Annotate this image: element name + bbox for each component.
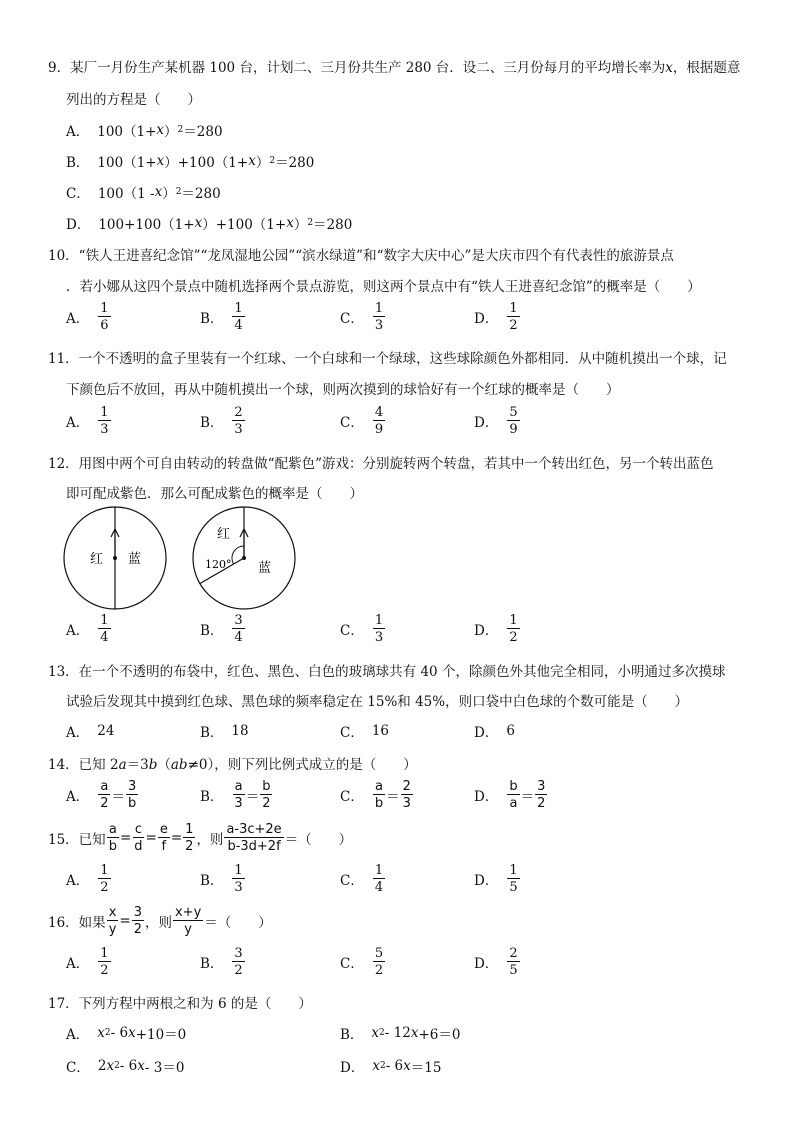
fraction: $\frac{3}{2}$ <box>234 946 243 978</box>
fraction: $\frac{5}{9}$ <box>509 405 518 437</box>
equals-sign: = <box>145 830 157 846</box>
spinner-1-center <box>113 556 117 560</box>
fraction: $\frac{2}{3}$ <box>402 779 411 811</box>
question-10-option-b[interactable]: B． $\frac{1}{4}$ <box>200 301 243 333</box>
question-16-option-a[interactable]: A． $\frac{1}{2}$ <box>66 946 109 978</box>
question-11-option-a[interactable]: A． $\frac{1}{3}$ <box>66 405 109 437</box>
question-14-stem: 14．已知 2a＝3b（ab≠0），则下列比例式成立的是（ ） <box>48 757 417 773</box>
fraction: $\frac{x}{y}$ <box>108 905 117 937</box>
question-13-option-c[interactable]: C． 16 <box>340 723 390 741</box>
question-12-option-c[interactable]: C． $\frac{1}{3}$ <box>340 613 384 645</box>
fraction: $\frac{1}{2}$ <box>185 822 194 854</box>
question-12-option-d[interactable]: D． $\frac{1}{2}$ <box>474 613 518 645</box>
question-16-stem: 16．如果 $\frac{x}{y}$ = $\frac{3}{2}$ ，则 $\frac{x+y}{y}$ ＝（ ） <box>48 905 272 937</box>
fraction: $\frac{1}{6}$ <box>100 301 109 333</box>
spinner-2-center <box>242 556 246 560</box>
question-17-option-c[interactable]: C． 2 x 2 - 6 x - 3＝0 <box>66 1058 185 1076</box>
fraction: $\frac{3}{2}$ <box>537 779 546 811</box>
equals-sign: = <box>170 830 183 846</box>
question-12-stem-line2: 即可配成紫色．那么可配成紫色的概率是（ ） <box>66 486 363 502</box>
question-13-option-a[interactable]: A． 24 <box>66 723 115 741</box>
fraction: $\frac{1}{4}$ <box>234 301 243 333</box>
question-15-option-a[interactable]: A． $\frac{1}{2}$ <box>66 863 109 895</box>
fraction: $\frac{e}{f}$ <box>159 822 168 854</box>
question-9-option-b[interactable]: B． 100（1+ x ）+100（1+ x ） 2 ＝280 <box>66 153 315 171</box>
fraction: $\frac{2}{5}$ <box>509 946 518 978</box>
fraction: $\frac{1}{4}$ <box>374 863 384 895</box>
fraction: $\frac{5}{2}$ <box>374 946 384 978</box>
question-14-option-c[interactable]: C． $\frac{a}{b}$ ＝ $\frac{2}{3}$ <box>340 779 411 811</box>
fraction: $\frac{1}{3}$ <box>100 405 109 437</box>
equals-sign: ＝ <box>386 789 400 805</box>
question-15-option-d[interactable]: D． $\frac{1}{5}$ <box>474 863 518 895</box>
fraction: $\frac{1}{2}$ <box>509 613 518 645</box>
question-17-option-a[interactable]: A． x 2 - 6 x +10＝0 <box>66 1025 187 1043</box>
question-11-option-d[interactable]: D． $\frac{5}{9}$ <box>474 405 518 437</box>
fraction: $\frac{b}{2}$ <box>262 779 271 811</box>
fraction: $\frac{a-3c+2e}{b-3d+2f}$ <box>226 822 282 854</box>
fraction: $\frac{2}{3}$ <box>234 405 243 437</box>
question-11-option-c[interactable]: C． $\frac{4}{9}$ <box>340 405 384 437</box>
question-17-option-d[interactable]: D． x 2 - 6 x ＝15 <box>340 1058 442 1076</box>
fraction: $\frac{3}{b}$ <box>128 779 137 811</box>
question-9-option-d[interactable]: D． 100+100（1+ x ）+100（1+ x ） 2 ＝280 <box>66 215 353 233</box>
question-11-option-b[interactable]: B． $\frac{2}{3}$ <box>200 405 243 437</box>
question-14-option-d[interactable]: D． $\frac{b}{a}$ ＝ $\frac{3}{2}$ <box>474 779 546 811</box>
fraction: $\frac{1}{3}$ <box>234 863 243 895</box>
question-13-stem-line2: 试验后发现其中摸到红色球、黑色球的频率稳定在 15%和 45%，则口袋中白色球的个数可能是（ ） <box>66 694 689 710</box>
fraction: $\frac{x+y}{y}$ <box>174 905 202 937</box>
fraction: $\frac{3}{2}$ <box>133 905 142 937</box>
fraction: $\frac{1}{3}$ <box>374 301 384 333</box>
fraction: $\frac{1}{4}$ <box>100 613 109 645</box>
equals-sign: ＝ <box>520 789 535 805</box>
question-12-stem-line1: 12．用图中两个可自由转动的转盘做“配紫色”游戏：分别旋转两个转盘，若其中一个转出红色，另一个转出蓝色 <box>48 456 714 472</box>
question-10-option-c[interactable]: C． $\frac{1}{3}$ <box>340 301 384 333</box>
fraction: $\frac{b}{a}$ <box>509 779 518 811</box>
question-9-option-c[interactable]: C． 100（1 - x ） 2 ＝280 <box>66 184 221 202</box>
question-17-stem: 17．下列方程中两根之和为 6 的是（ ） <box>48 996 312 1012</box>
question-17-option-b[interactable]: B． x 2 - 12 x +6＝0 <box>340 1025 461 1043</box>
spinner-1-label-blue: 蓝 <box>128 552 142 567</box>
question-9-option-a[interactable]: A． 100（1+ x ） 2 ＝280 <box>66 122 223 140</box>
fraction: $\frac{3}{4}$ <box>234 613 243 645</box>
question-13-stem-line1: 13．在一个不透明的布袋中，红色、黑色、白色的玻璃球共有 40 个，除颜色外其他完全相同，小明通过多次摸球 <box>48 664 726 680</box>
equals-sign: = <box>119 913 131 929</box>
fraction: $\frac{1}{2}$ <box>509 301 518 333</box>
fraction: $\frac{a}{3}$ <box>234 779 243 811</box>
question-16-option-c[interactable]: C． $\frac{5}{2}$ <box>340 946 384 978</box>
question-11-stem-line1: 11．一个不透明的盒子里装有一个红球、一个白球和一个绿球，这些球除颜色外都相同．从中随机摸出一个球，记 <box>48 351 727 367</box>
spinner-2-label-red: 红 <box>217 527 231 542</box>
question-15-option-c[interactable]: C． $\frac{1}{4}$ <box>340 863 384 895</box>
question-10-option-d[interactable]: D． $\frac{1}{2}$ <box>474 301 518 333</box>
spinner-2-label-blue: 蓝 <box>258 561 272 576</box>
fraction: $\frac{a}{b}$ <box>374 779 384 811</box>
fraction: $\frac{c}{d}$ <box>134 822 143 854</box>
equals-sign: = <box>119 830 132 846</box>
question-16-option-d[interactable]: D． $\frac{2}{5}$ <box>474 946 518 978</box>
spinner-1-label-red: 红 <box>90 552 104 567</box>
spinners-figure <box>60 505 310 611</box>
question-14-option-b[interactable]: B． $\frac{a}{3}$ ＝ $\frac{b}{2}$ <box>200 779 271 811</box>
question-12-option-a[interactable]: A． $\frac{1}{4}$ <box>66 613 109 645</box>
question-9-stem-line1: 9．某厂一月份生产某机器 100 台，计划二、三月份共生产 280 台．设二、三月份每月的平均增长率为x，根据题意 <box>48 60 741 76</box>
question-10-stem-line2: ．若小娜从这四个景点中随机选择两个景点游览，则这两个景点中有“铁人王进喜纪念馆”的概率是（ ） <box>66 279 701 295</box>
question-13-option-b[interactable]: B． 18 <box>200 723 249 741</box>
question-16-option-b[interactable]: B． $\frac{3}{2}$ <box>200 946 243 978</box>
question-9-stem-line2: 列出的方程是（ ） <box>66 92 201 108</box>
spinner-1 <box>64 507 166 609</box>
question-15-option-b[interactable]: B． $\frac{1}{3}$ <box>200 863 243 895</box>
fraction: $\frac{a}{2}$ <box>100 779 109 811</box>
fraction: $\frac{a}{b}$ <box>108 822 117 854</box>
question-15-stem: 15．已知 $\frac{a}{b}$ = $\frac{c}{d}$ = $\frac{e}{f}$ = $\frac{1}{2}$ ，则 $\frac{a-3c+2e}{b-3d+2f}$ ＝（ ） <box>48 822 353 854</box>
fraction: $\frac{4}{9}$ <box>374 405 384 437</box>
question-10-option-a[interactable]: A． $\frac{1}{6}$ <box>66 301 109 333</box>
equals-sign: ＝ <box>245 789 260 805</box>
spinner-2-angle-label: 120° <box>205 558 232 571</box>
fraction: $\frac{1}{2}$ <box>100 946 109 978</box>
equals-sign: ＝ <box>111 789 126 805</box>
fraction: $\frac{1}{5}$ <box>509 863 518 895</box>
spinner-2 <box>193 507 295 609</box>
question-14-option-a[interactable]: A． $\frac{a}{2}$ ＝ $\frac{3}{b}$ <box>66 779 137 811</box>
fraction: $\frac{1}{3}$ <box>374 613 384 645</box>
question-13-option-d[interactable]: D． 6 <box>474 723 515 741</box>
fraction: $\frac{1}{2}$ <box>100 863 109 895</box>
question-12-option-b[interactable]: B． $\frac{3}{4}$ <box>200 613 243 645</box>
question-11-stem-line2: 下颜色后不放回，再从中随机摸出一个球，则两次摸到的球恰好有一个红球的概率是（ ） <box>66 382 620 398</box>
question-10-stem-line1: 10．“铁人王进喜纪念馆”“龙凤湿地公园”“滨水绿道”和“数字大庆中心”是大庆市四个有代表性的旅游景点 <box>48 248 674 264</box>
